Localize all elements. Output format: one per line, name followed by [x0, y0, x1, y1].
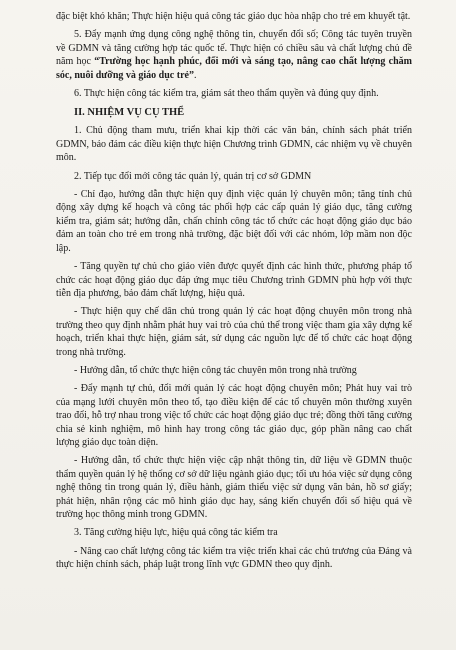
paragraph-continuation: đặc biệt khó khăn; Thực hiện hiệu quả công tác giáo dục hòa nhập cho trẻ em khuyết tật. — [56, 11, 411, 22]
paragraph-bullet-innovation: - Đẩy mạnh tự chủ, đổi mới quản lý các hoạt động chuyên môn; Phát huy vai trò của mạng lưới chuyên môn theo tổ, tạo điều kiện để các tổ chuyên môn thường xuyên trao đổi, hỗ trợ nhau trong việc tổ chức các hoạt động giáo dục trẻ; đồng thời tăng cường chia sẻ kinh nghiệm, mô hình hay trong công tác giáo dục, góp phần nâng cao chất lượng giáo dục toàn diện. — [56, 383, 412, 448]
paragraph-bullet-democracy: - Thực hiện quy chế dân chủ trong quản lý các hoạt động chuyên môn trong nhà trường theo quy định nhằm phát huy vai trò của chủ thể trong việc tham gia xây dựng kế hoạch, triển khai thực hiện, giám sát, sử dụng các nguồn lực để tổ chức các hoạt động trong nhà trường. — [56, 306, 412, 358]
paragraph-bullet-inspection: - Nâng cao chất lượng công tác kiểm tra việc triển khai các chủ trương của Đảng và thực hiện chính sách, pháp luật trong lĩnh vực GDMN theo quy định. — [56, 545, 412, 571]
paragraph-item-1: 1. Chủ động tham mưu, triển khai kịp thời các văn bản, chính sách phát triển GDMN, bảo đảm các điều kiện thực hiện Chương trình GDMN, các nhiệm vụ về chuyên môn. — [56, 125, 412, 164]
paragraph-bullet-guidance: - Chỉ đạo, hướng dẫn thực hiện quy định việc quản lý chuyên môn; tăng tính chủ động xây dựng kế hoạch và công tác phối hợp các cấp quản lý giáo dục, tăng cường kiểm tra, giám sát; hướng dẫn, chấn chỉnh công tác tổ chức các hoạt động giáo dục bảo đảm an toàn cho trẻ em trong nhà trường, đặc biệt đối với các nhóm, lớp mầm non độc lập. — [56, 189, 412, 254]
paragraph-item-2: 2. Tiếp tục đổi mới công tác quản lý, quản trị cơ sở GDMN — [74, 170, 312, 182]
paragraph-bullet-autonomy: - Tăng quyền tự chủ cho giáo viên được quyết định các hình thức, phương pháp tổ chức các hoạt động giáo dục đáp ứng mục tiêu Chương trình GDMN phù hợp với thực tiễn địa phương, bảo đảm chất lượng, hiệu quả. — [56, 261, 412, 299]
paragraph-task-6: 6. Thực hiện công tác kiểm tra, giám sát theo thẩm quyền và đúng quy định. — [74, 88, 379, 100]
paragraph-task-5: 5. Đẩy mạnh ứng dụng công nghệ thông tin, chuyển đổi số; Công tác tuyên truyền về GDMN và tăng cường hợp tác quốc tế. Thực hiện có chiều sâu và chất lượng chủ đề năm học “Trường học hạnh phúc, đổi mới và sáng tạo, nâng cao chất lượng chăm sóc, nuôi dưỡng và giáo dục trẻ”. — [56, 29, 412, 81]
paragraph-bullet-digital-data: - Hướng dẫn, tổ chức thực hiện việc cập nhật thông tin, dữ liệu về GDMN thuộc thẩm quyền quản lý hệ thống cơ sở dữ liệu ngành giáo dục; tối ưu hóa việc sử dụng công nghệ thông tin trong quản lý, điều hành, giảm thiểu việc sử dụng văn bản, hồ sơ giấy; phát hiện, nhân rộng các mô hình giáo dục hay, sáng kiến chuyển đổi số hiệu quả về trường học thông minh trong GDMN. — [56, 455, 412, 520]
school-year-theme: “Trường học hạnh phúc, đổi mới và sáng tạo, nâng cao chất lượng chăm sóc, nuôi dưỡng và giáo dục trẻ” — [56, 56, 412, 81]
paragraph-item-3: 3. Tăng cường hiệu lực, hiệu quả công tác kiểm tra — [74, 527, 278, 539]
paragraph-bullet-professional-work: - Hướng dẫn, tổ chức thực hiện công tác chuyên môn trong nhà trường — [74, 364, 357, 376]
section-heading-specific-tasks: II. NHIỆM VỤ CỤ THỂ — [74, 107, 185, 119]
